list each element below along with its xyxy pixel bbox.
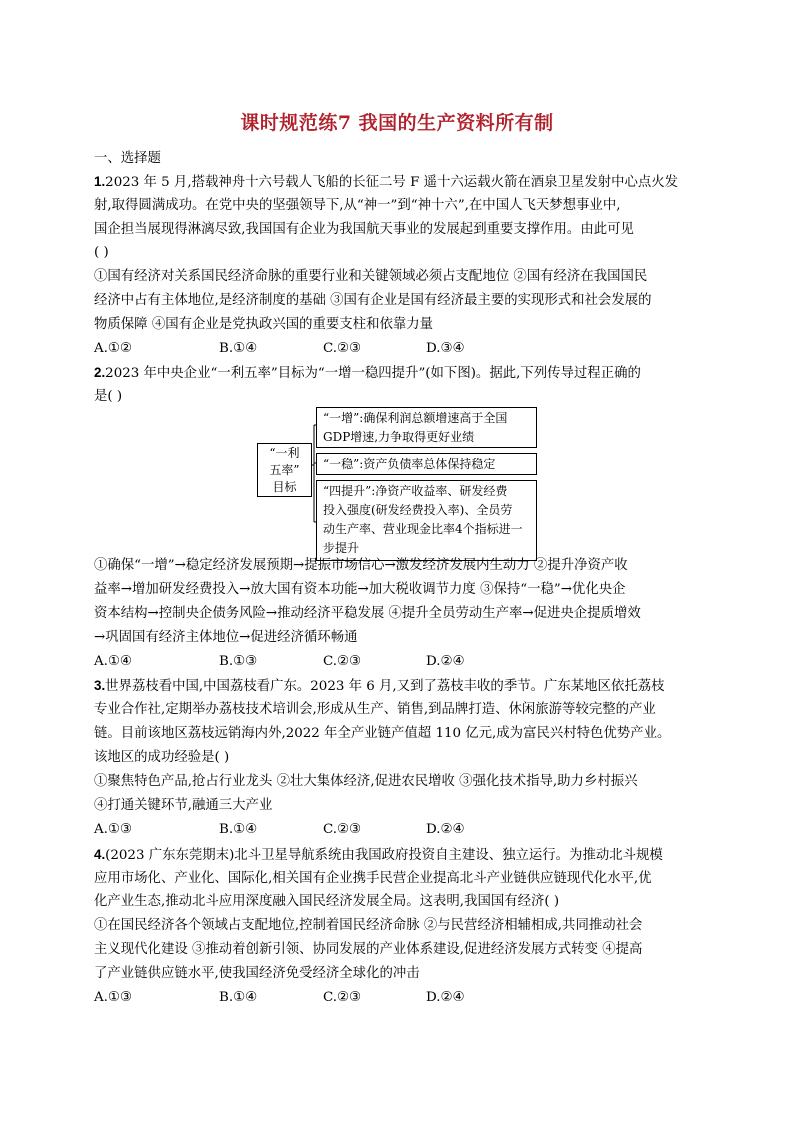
q4-line: 主义现代化建设 ③推动着创新引领、协同发展的产业体系建设,促进经济发展方式转变 ④提高 [94,942,643,957]
q1-option-d[interactable]: D.③④ [426,341,465,356]
q2-line: 是( ) [94,389,123,404]
q3-line: 链。目前该地区荔枝远销海内外,2022 年全产业链产值超 110 亿元,成为富民兴村特色优势产业。 [94,726,671,741]
q4-option-c[interactable]: C.②③ [323,990,362,1005]
q4-option-a[interactable]: A.①③ [94,990,132,1005]
q1-line: 射,取得圆满成功。在党中央的坚强领导下,从“神一”到“神十六”,在中国人飞天梦想事业中, [94,198,621,213]
q2-option-a[interactable]: A.①④ [94,654,132,669]
diagram-label-line: “一利 [269,446,300,460]
q1-option-c[interactable]: C.②③ [323,341,362,356]
q4-option-d[interactable]: D.②④ [426,990,465,1005]
q1-line: 物质保障 ④国有企业是党执政兴国的重要支柱和依靠力量 [94,317,434,332]
q1-line: 国企担当展现得淋漓尽致,我国国有企业为我国航天事业的发展起到重要支撑作用。由此可见 [94,222,634,237]
q1-line: ①国有经济对关系国民经济命脉的重要行业和关键领域必须占支配地位 ②国有经济在我国国民 [94,269,648,284]
q3-text: 世界荔枝看中国,中国荔枝看广东。2023 年 6 月,又到了荔枝丰收的季节。广东某地区依托荔枝 [105,679,665,694]
q1-text: 2023 年 5 月,搭载神舟十六号载人飞船的长征二号 F 遥十六运载火箭在酒泉卫星发射中心点火发 [105,175,679,190]
q4-line: 了产业链供应链水平,使我国经济免受经济全球化的冲击 [94,966,420,981]
q3-line: ①聚焦特色产品,抢占行业龙头 ②壮大集体经济,促进农民增收 ③强化技术指导,助力乡村振兴 [94,774,638,789]
q2-statement-line: ①确保“一增”→稳定经济发展预期→提振市场信心→激发经济发展内生动力 ②提升净资产收 [94,558,628,573]
q4-number: 4. [94,847,106,862]
q4-line: 化产业生态,推动北斗应用深度融入国民经济发展全局。这表明,我国国有经济( ) [94,894,560,909]
diagram-target-label [257,443,312,497]
q2-number: 2. [94,365,106,380]
q1-option-a[interactable]: A.①② [94,341,132,356]
diagram-box-yiwen [316,453,537,475]
q4-line: 应用市场化、产业化、国际化,相关国有企业携手民营企业提高北斗产业链供应链现代化水平,优 [94,871,652,886]
diagram-box-line: 投入强度(研发经费投入率)、全员劳 [323,503,513,517]
q2-line [94,364,641,382]
q2-statement-line: →巩固国有经济主体地位→促进经济循环畅通 [94,630,358,645]
diagram-box-line: GDP增速,力争取得更好业绩 [323,430,475,444]
q3-option-d[interactable]: D.②④ [426,822,465,837]
q2-statement-line: 资本结构→控制央企债务风险→推动经济平稳发展 ④提升全员劳动生产率→促进央企提质增效 [94,606,641,621]
q3-option-a[interactable]: A.①③ [94,822,132,837]
diagram-label-line: 目标 [272,480,297,494]
q4-text: (2023 广东东莞期末)北斗卫星导航系统由我国政府投资自主建设、独立运行。为推动北斗规模 [105,848,663,863]
q3-option-c[interactable]: C.②③ [323,822,362,837]
q2-text: 2023 年中央企业“一利五率”目标为“一增一稳四提升”(如下图)。据此,下列传导过程正确的 [105,366,641,381]
q1-option-b[interactable]: B.①④ [219,341,258,356]
q3-line: 专业合作社,定期举办荔枝技术培训会,形成从生产、销售,到品牌打造、休闲旅游等较完整的产业 [94,702,656,717]
q3-option-b[interactable]: B.①④ [219,822,258,837]
q2-statement-line: 益率→增加研发经费投入→放大国有资本功能→加大税收调节力度 ③保持“一稳”→优化央企 [94,582,626,597]
q1-line: 经济中占有主体地位,是经济制度的基础 ③国有企业是国有经济最主要的实现形式和社会发展的 [94,293,652,308]
q1-line: ( ) [94,245,109,260]
diagram-box-line: 动生产率、营业现金比率4个指标进一 [323,522,523,536]
q2-option-c[interactable]: C.②③ [323,654,362,669]
section-heading: 一、选择题 [94,151,161,166]
diagram-box-sitisheng [316,480,537,561]
q4-line [94,846,663,864]
page-title: 课时规范练7 我国的生产资料所有制 [240,112,554,134]
q4-line: ①在国民经济各个领域占支配地位,控制着国民经济命脉 ②与民营经济相辅相成,共同推动社会 [94,918,643,933]
q3-line: 该地区的成功经验是( ) [94,750,230,765]
q2-option-d[interactable]: D.②④ [426,654,465,669]
q3-number: 3. [94,678,106,693]
diagram-box-line: 步提升 [323,541,360,555]
q4-option-b[interactable]: B.①④ [219,990,258,1005]
diagram-box-line: “一增”:确保利润总额增速高于全国 [323,411,508,425]
q3-line: ④打通关键环节,融通三大产业 [94,798,273,813]
q3-line [94,677,665,695]
diagram-box-line: “一稳”:资产负债率总体保持稳定 [323,457,496,471]
q2-option-b[interactable]: B.①③ [219,654,258,669]
q1-line [94,173,678,191]
q1-number: 1. [94,174,106,189]
diagram-label-line: 五率” [269,463,300,477]
diagram-box-line: “四提升”:净资产收益率、研发经费 [323,484,508,498]
diagram-box-yizeng [316,407,537,448]
